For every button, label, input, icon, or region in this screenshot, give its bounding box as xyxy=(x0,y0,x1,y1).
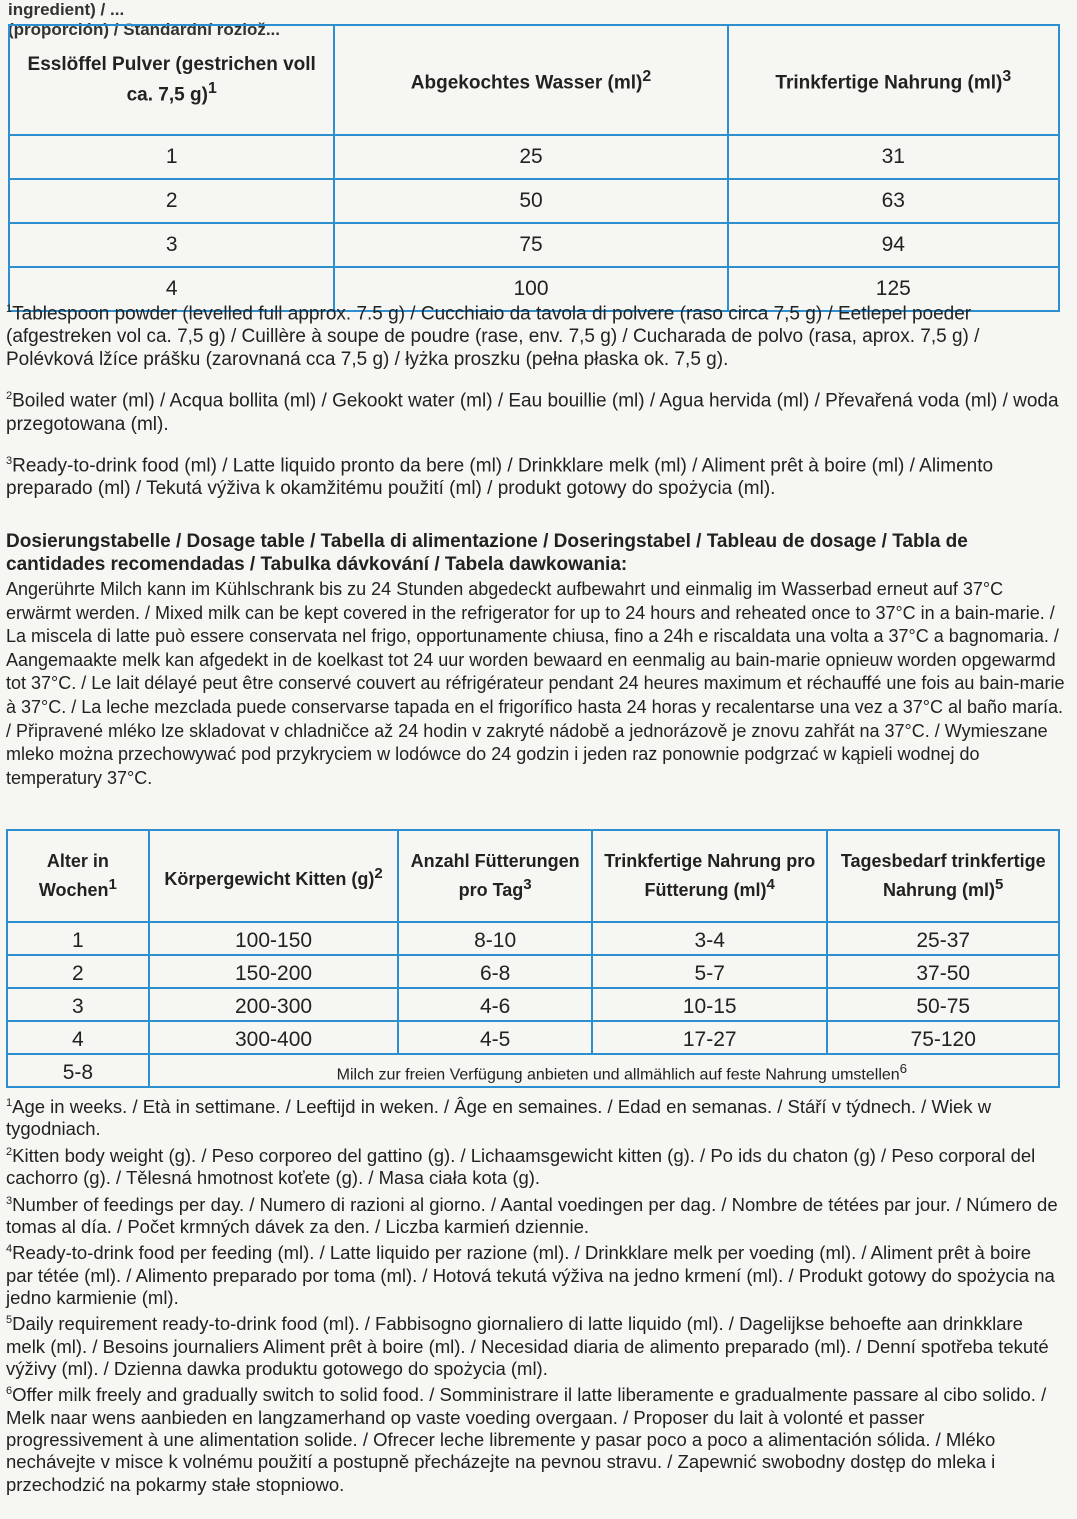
table-cell: 4-6 xyxy=(398,988,592,1021)
preparation-table-header-row xyxy=(9,25,1059,135)
footnote: $^3$Number of feedings per day. / Numero di razioni al giorno. / Aantal voedingen per dag. / Nombre de tétées par jour. / Número de tomas al día. / Počet krmných dávek za den. / Liczba karmień dziennie. xyxy=(6,1193,1058,1237)
cropped-header-line-2: (proporción) / Standardní rozlož... xyxy=(8,20,280,39)
table-cell: 4 xyxy=(7,1021,149,1054)
table-row xyxy=(7,1054,1059,1087)
table-cell: 1 xyxy=(9,135,334,179)
footnote: $^1$Tablespoon powder (levelled full approx. 7.5 g) / Cucchiaio da tavola di polvere (raso circa 7,5 g) / Eetlepel poeder (afgestreken vol ca. 7,5 g) / Cuillère à soupe de poudre (rase, env. 7,5 g) / Cucharada de polvo (rasa, aprox. 7,5 g) / Polévková lžíce prášku (zarovnaná cca 7,5 g) / łyżka proszku (pełna płaska ok. 7,5 g). xyxy=(6,303,980,371)
preparation-table-header: Trinkfertige Nahrung (ml)$^3$ xyxy=(728,25,1059,135)
table-cell: 75-120 xyxy=(827,1021,1059,1054)
dosage-table-header-row xyxy=(7,830,1059,922)
table-cell: 3 xyxy=(9,223,334,267)
table-cell: 50 xyxy=(334,179,727,223)
table-row xyxy=(9,179,1059,223)
dosage-section-title: Dosierungstabelle / Dosage table / Tabella di alimentazione / Doseringstabel / Tableau de dosage / Tabla de cantidades recomendadas / Tabulka dávkování / Tabela dawkowania: xyxy=(6,531,968,575)
table-cell: 31 xyxy=(728,135,1059,179)
dosage-table-header: Körpergewicht Kitten $(g)^2$ xyxy=(149,830,399,922)
table-row xyxy=(7,988,1059,1021)
footnote: $^3$Ready-to-drink food (ml) / Latte liquido pronto da bere (ml) / Drinkklare melk (ml) / Aliment prêt à boire (ml) / Alimento preparado (ml) / Tekutá výživa k okamžitému použití (ml) / produkt gotowy do spożycia (ml). xyxy=(6,454,994,499)
footnote: $^4$Ready-to-drink food per feeding (ml). / Latte liquido per razione (ml). / Drinkklare melk per voeding (ml). / Aliment prêt à boire par tétée (ml). / Alimento preparado por toma (ml). / Hotová tekutá výživa na jedno krmení (ml). / Produkt gotowy do spożycia na jedno karmienie (ml). xyxy=(6,1242,1055,1308)
dosage-table-header: Trinkfertige Nahrung pro Fütterung (ml)$^4$ xyxy=(592,830,827,922)
table-cell: 25 xyxy=(334,135,727,179)
free-feeding-note: Milch zur freien Verfügung anbieten und allmählich auf feste Nahrung umstellen$^6$ xyxy=(149,1054,1059,1087)
table-cell: 200-300 xyxy=(149,988,399,1021)
table-cell: 2 xyxy=(7,955,149,988)
table-cell: 100-150 xyxy=(149,922,399,955)
preparation-table xyxy=(8,24,1060,312)
dosage-footnotes xyxy=(6,1092,1062,1496)
table-cell: 75 xyxy=(334,223,727,267)
dosage-table-header: Alter in Wochen$^1$ xyxy=(7,830,149,922)
footnote: $^2$Kitten body weight (g). / Peso corporeo del gattino (g). / Lichaamsgewicht kitten (g). / Po ids du chaton (g) / Peso corporal del cachorro (g). / Tělesná hmotnost koťete (g). / Masa ciała kota (g). xyxy=(6,1144,1036,1189)
table-cell: 17-27 xyxy=(592,1021,827,1054)
table-cell: 94 xyxy=(728,223,1059,267)
table-cell: 5-7 xyxy=(592,955,827,988)
table-cell: 5-8 xyxy=(7,1054,149,1087)
footnote: $^6$Offer milk freely and gradually switch to solid food. / Somministrare il latte liberamente e gradualmente passare al cibo solido. / Melk naar wens aanbieden en langzamerhand op vaste voeding overgaan. / Proposer du lait à volonté et passer progressivement à une alimentation solide. / Ofrecer leche libremente y pasar poco a poco a alimentación sólida. / Mléko nechávejte v misce k volnému použití a postupně přecházejte na pevnou stravu. / Zapewnić swobodny dostęp do mleka i przechodzić na pokarmy stałe stopniowo. xyxy=(6,1384,1047,1495)
table-cell: 1 xyxy=(7,922,149,955)
table-row xyxy=(9,135,1059,179)
footnote: $^5$Daily requirement ready-to-drink food (ml). / Fabbisogno giornaliero di latte liquido (ml). / Dagelijkse behoefte aan drinkklare melk (ml). / Besoins journaliers Aliment prêt à boire (ml). / Necesidad diaria de alimento preparado (ml). / Denní spotřeba tekuté výživy (ml). / Dzienna dawka produktu gotowego do spożycia (ml). xyxy=(6,1313,1049,1380)
table-cell: 4-5 xyxy=(398,1021,592,1054)
table-cell: 300-400 xyxy=(149,1021,399,1054)
preparation-table-header: Abgekochtes Wasser (ml)$^2$ xyxy=(334,25,727,135)
preparation-footnotes xyxy=(6,298,1062,514)
table-cell: 100 xyxy=(334,267,727,311)
dosage-table-header: Tagesbedarf trinkfertige Nahrung (ml)$^5$ xyxy=(827,830,1059,922)
table-cell: 25-37 xyxy=(827,922,1059,955)
table-cell: 125 xyxy=(728,267,1059,311)
table-cell: 4 xyxy=(9,267,334,311)
table-cell: 3-4 xyxy=(592,922,827,955)
table-row xyxy=(7,1021,1059,1054)
table-cell: 63 xyxy=(728,179,1059,223)
dosage-section-body: Angerührte Milch kann im Kühlschrank bis zu 24 Stunden abgedeckt aufbewahrt und einmalig im Wasserbad erneut auf 37°C erwärmt werden. / Mixed milk can be kept covered in the refrigerator for up to 24 hours and reheated once to 37°C in a bain-marie. / La miscela di latte può essere conservata nel frigo, opportunamente chiusa, fino a 24h e riscaldata una volta a 37°C a bagnomaria. / Aangemaakte melk kan afgedekt in de koelkast tot 24 uur worden bewaard en eenmalig au bain-marie opnieuw worden opgewarmd tot 37°C. / Le lait délayé peut être conservé couvert au réfrigérateur pendant 24 heures maximum et réchauffé une fois au bain-marie à 37°C. / La leche mezclada puede conservarse tapada en el frigorífico hasta 24 horas y recalentarse una vez a 37°C al baño maría. / Připravené mléko lze skladovat v chladničce až 24 hodin v zakryté nádobě a jednorázově je znovu zahřát na 37°C. / Wymieszane mleko można przechowywać pod przykryciem w lodówce do 24 godzin i jeden raz ponownie podgrzać w kąpieli wodnej do temperatury 37°C. xyxy=(6,579,1065,788)
cropped-header-line-1: ingredient) / ... xyxy=(8,0,125,19)
dosage-table-header: Anzahl Fütterungen pro Tag$^3$ xyxy=(398,830,592,922)
table-cell: 2 xyxy=(9,179,334,223)
dosage-table xyxy=(6,829,1060,1088)
preparation-table-header: Esslöffel Pulver (gestrichen voll ca. 7,5 g)$^1$ xyxy=(9,25,334,135)
table-cell: 3 xyxy=(7,988,149,1021)
table-cell: 50-75 xyxy=(827,988,1059,1021)
table-cell: 6-8 xyxy=(398,955,592,988)
table-cell: 37-50 xyxy=(827,955,1059,988)
table-row xyxy=(7,955,1059,988)
footnote: $^2$Boiled water (ml) / Acqua bollita (ml) / Gekookt water (ml) / Eau bouillie (ml) / Agua hervida (ml) / Převařená voda (ml) / woda przegotowana (ml). xyxy=(6,390,1059,435)
table-cell: 8-10 xyxy=(398,922,592,955)
table-row xyxy=(9,223,1059,267)
table-cell: 150-200 xyxy=(149,955,399,988)
table-row xyxy=(7,922,1059,955)
footnote: $^1$Age in weeks. / Età in settimane. / Leeftijd in weken. / Âge en semaines. / Edad en semanas. / Stáří v týdnech. / Wiek w tygodniach. xyxy=(6,1096,992,1140)
table-cell: 10-15 xyxy=(592,988,827,1021)
